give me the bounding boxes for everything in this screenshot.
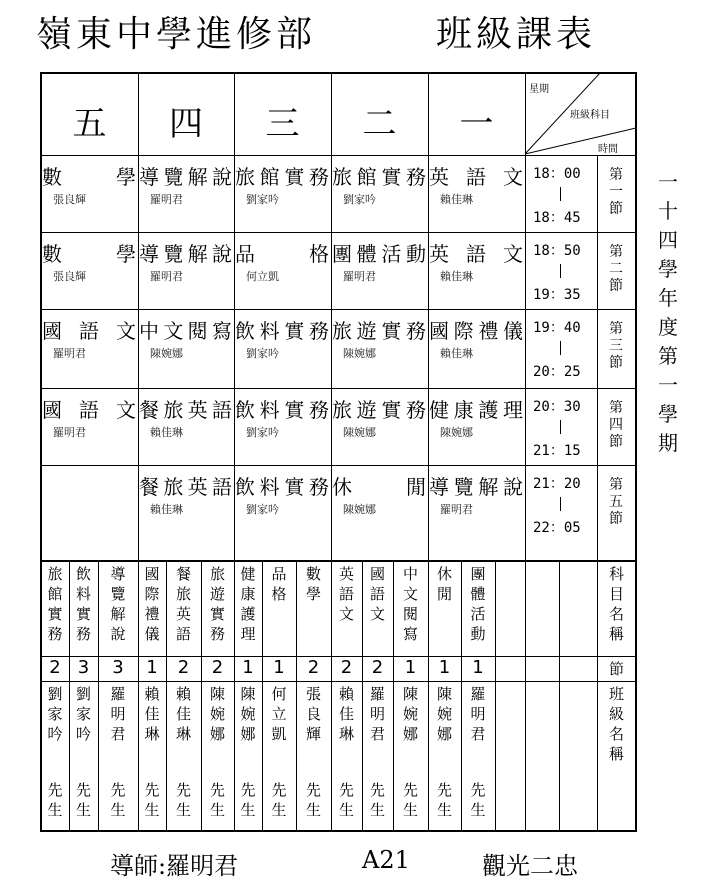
summary-teacher: 羅明君 [369, 685, 385, 743]
summary-periods: 1 [242, 657, 254, 678]
period-end-time: 18：45 [533, 210, 581, 226]
schedule-teacher: 何立凱 [246, 270, 279, 283]
class-label: 觀光二忠 [482, 852, 578, 880]
summary-subject: 休閒 [436, 565, 452, 603]
grid-line [138, 560, 139, 831]
summary-subject: 旅館實務 [47, 565, 63, 643]
summary-teacher-title: 先生 [271, 781, 287, 819]
schedule-subject: 旅遊實務 [332, 398, 427, 422]
schedule-teacher: 賴佳琳 [440, 193, 473, 206]
schedule-teacher: 劉家吟 [246, 347, 279, 360]
schedule-teacher: 羅明君 [53, 426, 86, 439]
summary-teacher: 羅明君 [110, 685, 126, 743]
grid-line [41, 388, 636, 389]
summary-periods: 1 [404, 657, 417, 678]
grid-line [41, 232, 636, 233]
time-separator [560, 497, 561, 511]
summary-teacher: 賴佳琳 [144, 685, 160, 743]
schedule-teacher: 羅明君 [53, 347, 86, 360]
summary-subject: 飲料實務 [75, 565, 91, 643]
grid-line [296, 560, 297, 831]
summary-teacher-title: 先生 [110, 781, 126, 819]
period-label: 第四節 [609, 400, 623, 450]
schedule-subject: 旅遊實務 [332, 319, 427, 343]
school-name: 嶺東中學進修部 [36, 14, 317, 55]
summary-subject: 團體活動 [470, 565, 486, 643]
grid-line [461, 560, 462, 831]
schedule-subject: 導覽解說 [429, 475, 524, 499]
summary-periods: 3 [112, 657, 124, 678]
summary-teacher-title: 先生 [75, 781, 91, 819]
summary-periods: 2 [307, 657, 320, 678]
period-start-time: 21：20 [533, 476, 581, 492]
schedule-subject: 飲料實務 [235, 319, 330, 343]
period-label: 第五節 [609, 477, 623, 527]
summary-teacher-title: 先生 [305, 781, 321, 819]
schedule-subject: 餐旅英語 [139, 398, 233, 422]
schedule-teacher: 陳婉娜 [343, 426, 376, 439]
period-label: 第一節 [609, 167, 623, 217]
schedule-subject: 團體活動 [332, 242, 427, 266]
summary-periods: 1 [146, 657, 158, 678]
summary-periods: 1 [472, 657, 484, 678]
summary-teacher: 賴佳琳 [175, 685, 191, 743]
corner-time-label: 時間 [598, 144, 618, 155]
summary-periods: 1 [273, 657, 285, 678]
summary-subject: 國際禮儀 [144, 565, 160, 643]
summary-subject-header: 科目名稱 [608, 565, 624, 643]
summary-subject: 健康護理 [240, 565, 256, 643]
day-header: 五 [72, 104, 107, 144]
summary-teacher: 何立凱 [271, 685, 287, 743]
summary-periods: 2 [177, 657, 190, 678]
time-separator [560, 341, 561, 355]
summary-teacher-title: 先生 [470, 781, 486, 819]
schedule-teacher: 陳婉娜 [343, 503, 376, 516]
summary-subject: 導覽解說 [110, 565, 126, 643]
grid-line [41, 309, 636, 310]
period-start-time: 20：30 [533, 399, 581, 415]
schedule-teacher: 賴佳琳 [440, 270, 473, 283]
summary-teacher: 陳婉娜 [209, 685, 225, 743]
grid-line [41, 560, 636, 562]
schedule-teacher: 陳婉娜 [440, 426, 473, 439]
schedule-subject: 飲料實務 [235, 398, 330, 422]
summary-teacher: 劉家吟 [47, 685, 63, 743]
schedule-subject: 健康護理 [429, 398, 524, 422]
day-header: 一 [459, 104, 494, 144]
grid-line [362, 560, 363, 831]
schedule-subject: 旅館實務 [332, 165, 427, 189]
schedule-teacher: 羅明君 [150, 193, 183, 206]
summary-teacher: 賴佳琳 [338, 685, 354, 743]
grid-line [41, 155, 636, 156]
schedule-teacher: 陳婉娜 [343, 347, 376, 360]
grid-line [41, 681, 636, 682]
document-title: 班級課表 [436, 14, 597, 55]
time-separator [560, 187, 561, 201]
summary-subject: 旅遊實務 [209, 565, 225, 643]
summary-subject: 國語文 [369, 565, 385, 623]
schedule-teacher: 賴佳琳 [150, 503, 183, 516]
schedule-subject: 中文閱寫 [139, 319, 233, 343]
grid-line [428, 560, 429, 831]
period-end-time: 19：35 [533, 287, 581, 303]
summary-periods: 2 [371, 657, 384, 678]
period-label: 第三節 [609, 321, 623, 371]
schedule-subject: 數 學 [42, 242, 137, 266]
summary-teacher-title: 先生 [47, 781, 63, 819]
summary-subject: 品格 [271, 565, 287, 603]
grid-line [166, 560, 167, 831]
schedule-subject: 休 閒 [332, 475, 427, 499]
grid-line [597, 560, 598, 831]
summary-teacher-header: 班級名稱 [608, 685, 624, 763]
term-label [654, 168, 682, 458]
day-header: 三 [265, 104, 300, 144]
summary-teacher-title: 先生 [240, 781, 256, 819]
schedule-subject: 英 語 文 [429, 242, 524, 266]
summary-teacher: 羅明君 [470, 685, 486, 743]
grid-line [41, 465, 636, 466]
summary-teacher: 陳婉娜 [402, 685, 418, 743]
schedule-teacher: 劉家吟 [246, 426, 279, 439]
schedule-teacher: 劉家吟 [343, 193, 376, 206]
summary-teacher-title: 先生 [402, 781, 418, 819]
summary-teacher: 陳婉娜 [436, 685, 452, 743]
summary-subject: 數學 [305, 565, 321, 603]
summary-teacher-title: 先生 [338, 781, 354, 819]
summary-teacher: 劉家吟 [75, 685, 91, 743]
schedule-subject: 飲料實務 [235, 475, 330, 499]
corner-diagonal-line [525, 128, 636, 154]
period-start-time: 19：40 [533, 320, 581, 336]
summary-subject: 餐旅英語 [175, 565, 191, 643]
schedule-teacher: 劉家吟 [246, 503, 279, 516]
grid-line [597, 155, 598, 560]
grid-line [525, 560, 526, 831]
summary-subject: 中文閱寫 [402, 565, 418, 643]
summary-teacher: 張良輝 [305, 685, 321, 743]
schedule-subject: 品 格 [235, 242, 330, 266]
period-label: 第二節 [609, 244, 623, 294]
schedule-teacher: 張良輝 [53, 193, 86, 206]
schedule-teacher: 羅明君 [440, 503, 473, 516]
corner-class-subject-label: 班級科目 [570, 110, 610, 121]
summary-teacher: 陳婉娜 [240, 685, 256, 743]
grid-line [234, 560, 235, 831]
grid-line [331, 560, 332, 831]
schedule-subject: 國 語 文 [42, 398, 137, 422]
schedule-teacher: 張良輝 [53, 270, 86, 283]
schedule-teacher: 賴佳琳 [150, 426, 183, 439]
summary-teacher-title: 先生 [369, 781, 385, 819]
summary-periods: 3 [77, 657, 90, 678]
schedule-teacher: 賴佳琳 [440, 347, 473, 360]
time-separator [560, 420, 561, 434]
period-start-time: 18：50 [533, 243, 581, 259]
schedule-teacher: 陳婉娜 [150, 347, 183, 360]
summary-period-header: 節 [608, 660, 624, 678]
corner-week-label: 星期 [529, 84, 549, 95]
schedule-subject: 導覽解說 [139, 242, 233, 266]
summary-periods: 1 [438, 657, 451, 678]
period-start-time: 18：00 [533, 166, 581, 182]
summary-subject: 英語文 [338, 565, 354, 623]
schedule-teacher: 羅明君 [150, 270, 183, 283]
schedule-subject: 國際禮儀 [429, 319, 524, 343]
mentor-label: 導師:羅明君 [110, 852, 239, 880]
schedule-subject: 導覽解說 [139, 165, 233, 189]
summary-teacher-title: 先生 [209, 781, 225, 819]
grid-line [98, 560, 99, 831]
schedule-subject: 餐旅英語 [139, 475, 233, 499]
summary-teacher-title: 先生 [436, 781, 452, 819]
grid-line [393, 560, 394, 831]
schedule-teacher: 羅明君 [343, 270, 376, 283]
schedule-subject: 國 語 文 [42, 319, 137, 343]
summary-teacher-title: 先生 [175, 781, 191, 819]
room-label: A21 [362, 846, 410, 874]
period-end-time: 22：05 [533, 520, 581, 536]
summary-periods: 2 [211, 657, 224, 678]
day-header: 二 [362, 104, 397, 144]
grid-line [201, 560, 202, 831]
summary-teacher-title: 先生 [144, 781, 160, 819]
day-header: 四 [169, 104, 203, 144]
time-separator [560, 264, 561, 278]
summary-periods: 2 [49, 657, 61, 678]
grid-line [559, 560, 560, 831]
schedule-subject: 旅館實務 [235, 165, 330, 189]
term-text: 一十四學年度第一學期 [658, 170, 678, 455]
grid-line [262, 560, 263, 831]
period-end-time: 21：15 [533, 443, 581, 459]
schedule-subject: 數 學 [42, 165, 137, 189]
grid-line [495, 560, 496, 831]
period-end-time: 20：25 [533, 364, 581, 380]
summary-periods: 2 [340, 657, 353, 678]
schedule-subject: 英 語 文 [429, 165, 524, 189]
schedule-teacher: 劉家吟 [246, 193, 279, 206]
page-title [36, 6, 597, 57]
grid-line [69, 560, 70, 831]
